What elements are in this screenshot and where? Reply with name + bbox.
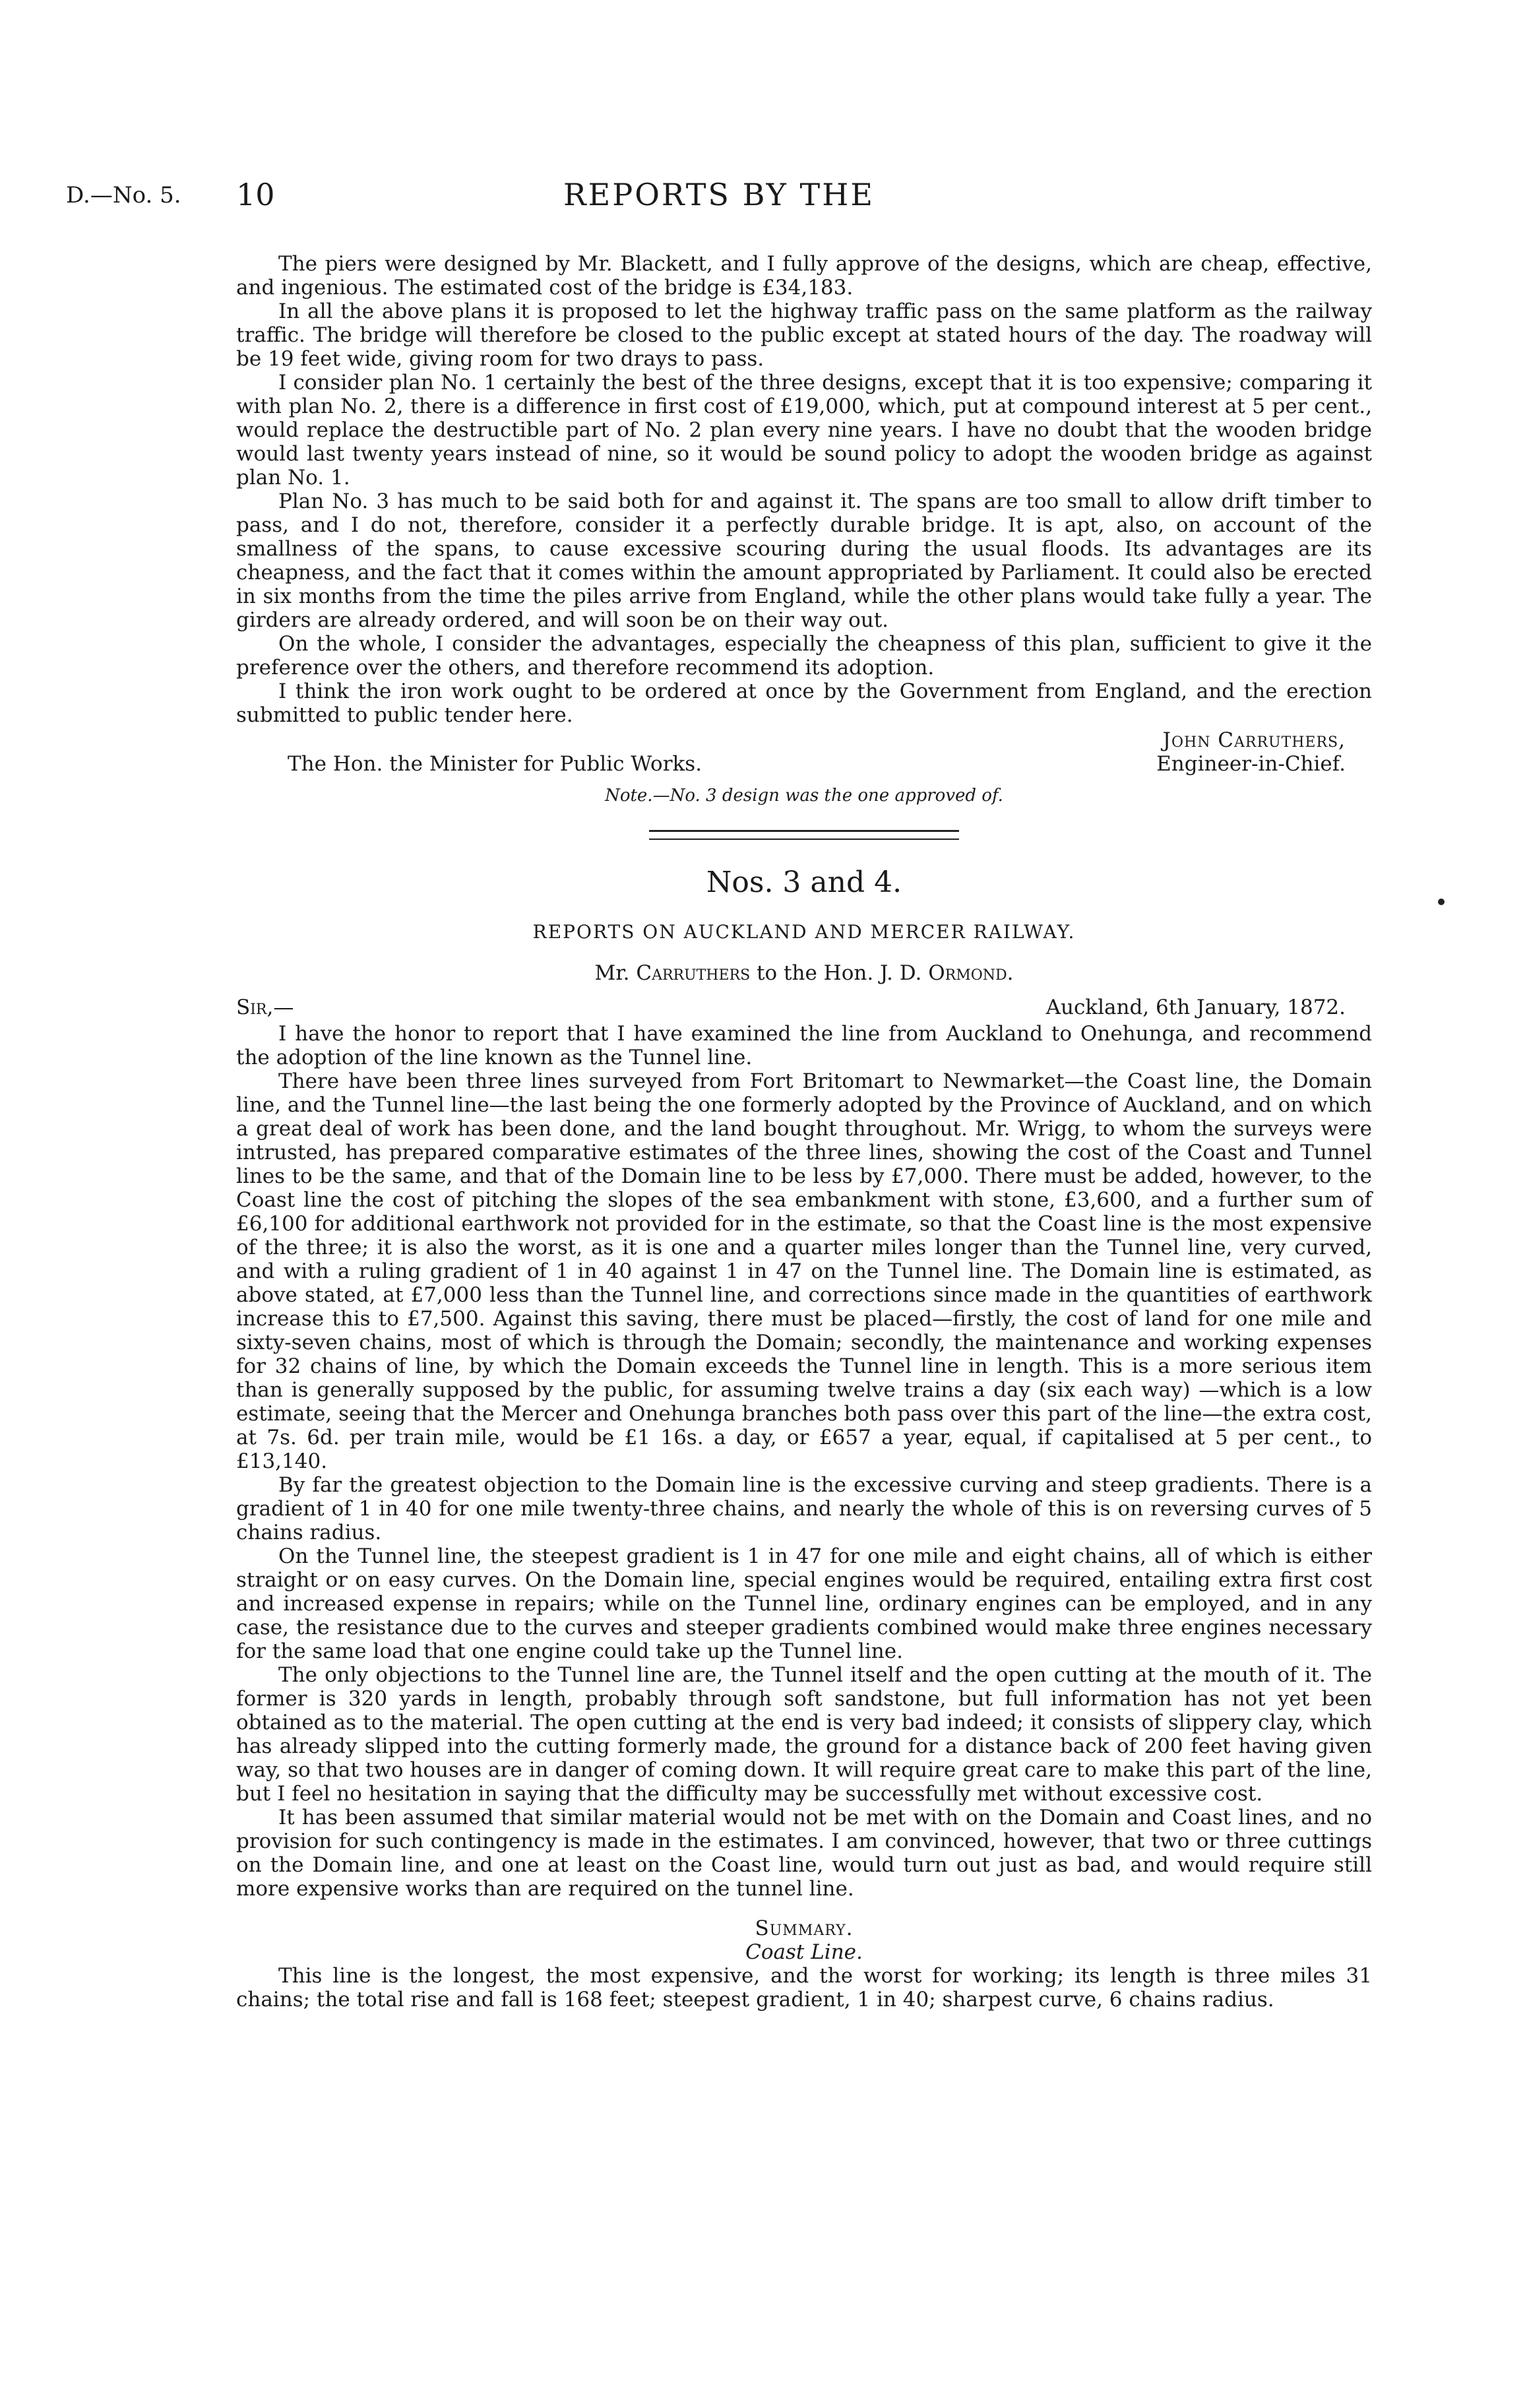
signature-name: John Carruthers, [1162, 728, 1346, 752]
paragraph: By far the greatest objection to the Domain line is the excessive curving and steep gradients. There is a gradient of 1 in 40 for one mile twenty-three chains, and nearly the whole of this is on reversing curves of 5 chains radius. [236, 1473, 1372, 1544]
paragraph: I think the iron work ought to be ordered at once by the Government from England, and the erection submitted to public tender here. [236, 680, 1372, 727]
summary-heading: Summary. [755, 1917, 854, 1940]
section-subtitle: REPORTS ON AUCKLAND AND MERCER RAILWAY. [532, 921, 1076, 943]
from-end: . [1007, 961, 1014, 985]
paragraph: On the whole, I consider the advantages, especially the cheapness of this plan, sufficient to give it the preference over the others, and therefore recommend its adoption. [236, 632, 1372, 680]
paragraph: There have been three lines surveyed from Fort Britomart to Newmarket—the Coast line, the Domain line, and the Tunnel line—the last being the one formerly adopted by the Province of Auckland, and on which a great deal of work has been done, and the land bought throughout. Mr. Wrigg, to whom the surveys were intrusted, has prepared comparative estimates of the three lines, showing the cost of the Coast and Tunnel lines to be the same, and that of the Domain line to be less by £7,000. There must be added, however, to the Coast line the cost of pitching the slopes of the sea embankment with stone, £3,600, and a further sum of £6,100 for additional earthwork not provided for in the estimate, so that the Coast line is the most expensive of the three; it is also the worst, as it is one and a quarter miles longer than the Tunnel line, very curved, and with a ruling gradient of 1 in 40 against 1 in 47 on the Tunnel line. The Domain line is estimated, as above stated, at £7,000 less than the Tunnel line, and corrections since made in the quantities of earthwork increase this to £7,500. Against this saving, there must be placed—firstly, the cost of land for one mile and sixty-seven chains, most of which is through the Domain; secondly, the maintenance and working expenses for 32 chains of line, by which the Domain exceeds the Tunnel line in length. This is a more serious item than is generally supposed by the public, for assuming twelve trains a day (six each way) —which is a low estimate, seeing that the Mercer and Onehunga branches both pass over this part of the line—the extra cost, at 7s. 6d. per train mile, would be £1 16s. a day, or £657 a year, equal, if capitalised at 5 per cent., to £13,140. [236, 1069, 1372, 1473]
from-mid: to the Hon. J. D. [750, 961, 929, 985]
salutation: Sir,— [236, 996, 294, 1019]
section-title: Nos. 3 and 4. [706, 866, 902, 899]
letter-from-to [236, 961, 1372, 985]
page-header [66, 177, 1372, 223]
from-prefix: Mr. [594, 961, 637, 985]
paragraph: I have the honor to report that I have examined the line from Auckland to Onehunga, and recommend the adoption of the line known as the Tunnel line. [236, 1022, 1372, 1069]
section-divider [649, 830, 959, 840]
paragraph: Plan No. 3 has much to be said both for and against it. The spans are too small to allow drift timber to pass, and I do not, therefore, consider it a perfectly durable bridge. It is apt, also, on account of the smallness of the spans, to cause excessive scouring during the usual floods. Its advantages are its cheapness, and the fact that it comes within the amount appropriated by Parliament. It could also be erected in six months from the time the piles arrive from England, while the other plans would take fully a year. The girders are already ordered, and will soon be on their way out. [236, 490, 1372, 632]
running-title: REPORTS BY THE [563, 177, 875, 212]
paragraph: The only objections to the Tunnel line are, the Tunnel itself and the open cutting at the mouth of it. The former is 320 yards in length, probably through soft sandstone, but full information has not yet been obtained as to the material. The open cutting at the end is very bad indeed; it consists of slippery clay, which has already slipped into the cutting formerly made, the ground for a distance back of 200 feet having given way, so that two houses are in danger of coming down. It will require great care to make this part of the line, but I feel no hesitation in saying that the difficulty may be successfully met without excessive cost. [236, 1663, 1372, 1806]
from-name: Carruthers [636, 961, 751, 985]
paragraph: It has been assumed that similar material would not be met with on the Domain and Coast lines, and no provision for such contingency is made in the estimates. I am convinced, however, that two or three cuttings on the Domain line, and one at least on the Coast line, would turn out just as bad, and would require still more expensive works than are required on the tunnel line. [236, 1806, 1372, 1901]
paragraph: On the Tunnel line, the steepest gradient is 1 in 47 for one mile and eight chains, all of which is either straight or on easy curves. On the Domain line, special engines would be required, entailing extra first cost and increased expense in repairs; while on the Tunnel line, ordinary engines can be employed, and in any case, the resistance due to the curves and steeper gradients combined would make three engines necessary for the same load that one engine could take up the Tunnel line. [236, 1544, 1372, 1663]
signature-role: Engineer-in-Chief. [1156, 752, 1346, 776]
page-number: 10 [236, 177, 275, 212]
paragraph: The piers were designed by Mr. Blackett, and I fully approve of the designs, which are cheap, effective, and ingenious. The estimated cost of the bridge is £34,183. [236, 252, 1372, 300]
paragraph: This line is the longest, the most expensive, and the worst for working; its length is three miles 31 chains; the total rise and fall is 168 feet; steepest gradient, 1 in 40; sharpest curve, 6 chains radius. [236, 1964, 1372, 2012]
to-name: Ormond [928, 961, 1007, 985]
document-body [236, 252, 1372, 2012]
dateline: Auckland, 6th January, 1872. [1045, 996, 1346, 1019]
paragraph: In all the above plans it is proposed to let the highway traffic pass on the same platform as the railway traffic. The bridge will therefore be closed to the public except at stated hours of the day. The roadway will be 19 feet wide, giving room for two drays to pass. [236, 300, 1372, 371]
signature-block [236, 728, 1372, 776]
document-reference: D.—No. 5. [66, 182, 181, 208]
ink-mark [1438, 899, 1445, 905]
approval-note: Note.—No. 3 design was the one approved of. [605, 786, 1003, 806]
paragraph: I consider plan No. 1 certainly the best of the three designs, except that it is too expensive; comparing it with plan No. 2, there is a difference in first cost of £19,000, which, put at compound interest at 5 per cent., would replace the destructible part of No. 2 plan every nine years. I have no doubt that the wooden bridge would last twenty years instead of nine, so it would be sound policy to adopt the wooden bridge as against plan No. 1. [236, 371, 1372, 490]
salutation-dateline [236, 996, 1372, 1022]
addressee: The Hon. the Minister for Public Works. [288, 752, 702, 776]
summary-subheading: Coast Line. [745, 1940, 863, 1964]
